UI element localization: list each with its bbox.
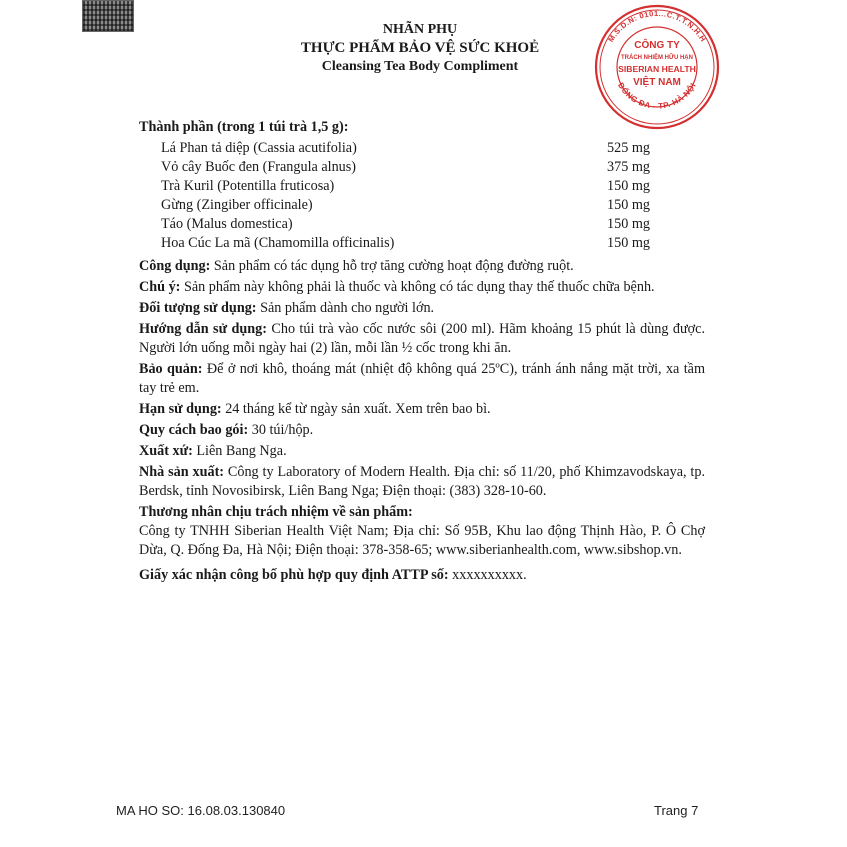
svg-text:M.S.D.N: 0101...C.T.T.N.H.H [606, 9, 708, 44]
section-label: Bảo quản: [139, 361, 203, 377]
section-label: Hướng dẫn sử dụng: [139, 321, 267, 337]
section-shelf-life [139, 400, 705, 419]
ingredients-title: Thành phần (trong 1 túi trà 1,5 g): [139, 119, 349, 135]
ingredient-name: Hoa Cúc La mã (Chamomilla officinalis) [161, 235, 395, 251]
ingredient-row [139, 215, 705, 234]
section-storage [139, 360, 705, 398]
ingredient-row [139, 234, 705, 253]
ingredient-name: Gừng (Zingiber officinale) [161, 197, 313, 213]
ingredient-amount: 375 mg [607, 159, 650, 175]
page-number: Trang 7 [654, 803, 699, 818]
section-text: xxxxxxxxxx. [448, 567, 527, 583]
section-text: Sản phẩm dành cho người lớn. [256, 300, 435, 316]
section-label: Nhà sản xuất: [139, 464, 225, 480]
stamp-top-text: M.S.D.N: 0101...C.T.T.N.H.H [606, 8, 708, 44]
ingredient-name: Trà Kuril (Potentilla fruticosa) [161, 178, 335, 194]
section-text: Cho túi trà vào cốc nước sôi (200 ml). Hãm khoảng 15 phút là dùng được. Người lớn uống mỗi ngày hai (2) lần, mỗi lần ½ cốc trong khi ăn. [139, 321, 705, 356]
ingredient-row [139, 158, 705, 177]
section-label: Công dụng: [139, 258, 211, 274]
section-text: Sản phẩm này không phải là thuốc và không có tác dụng thay thế thuốc chữa bệnh. [180, 279, 655, 295]
ingredient-name: Lá Phan tả diệp (Cassia acutifolia) [161, 140, 357, 156]
section-origin [139, 442, 705, 461]
ingredient-amount: 150 mg [607, 235, 650, 251]
section-warning [139, 278, 705, 297]
stamp-bottom-text: ĐỐNG ĐA - TP. HÀ NỘI [616, 81, 698, 111]
section-certificate [139, 566, 705, 585]
ingredient-amount: 150 mg [607, 178, 650, 194]
header-label: NHÃN PHỤ [382, 22, 458, 37]
stamp-company-line4: VIỆT NAM [633, 77, 681, 88]
company-stamp [592, 2, 722, 132]
ingredient-name: Táo (Malus domestica) [161, 216, 293, 232]
section-text: 30 túi/hộp. [248, 422, 314, 438]
section-text: 24 tháng kể từ ngày sản xuất. Xem trên bao bì. [221, 401, 491, 417]
section-label: Chú ý: [139, 279, 181, 295]
section-directions [139, 320, 705, 358]
stamp-company-line1: CÔNG TY [634, 40, 680, 51]
stamp-company-line2: TRÁCH NHIỆM HỮU HẠN [621, 55, 693, 61]
section-text: Để ở nơi khô, thoáng mát (nhiệt độ không quá 25ºC), tránh ánh nắng mặt trời, xa tầm tay trẻ em. [139, 361, 706, 396]
section-manufacturer [139, 463, 705, 501]
ingredient-name: Vỏ cây Buốc đen (Frangula alnus) [161, 159, 357, 175]
document-header [240, 22, 600, 75]
ingredient-amount: 150 mg [607, 216, 650, 232]
product-name: Cleansing Tea Body Compliment [321, 59, 519, 74]
section-label: Xuất xứ: [139, 443, 193, 459]
header-category: THỰC PHẨM BẢO VỆ SỨC KHOẺ [300, 40, 540, 56]
section-text: Sản phẩm có tác dụng hỗ trợ tăng cường hoạt động đường ruột. [210, 258, 574, 274]
section-responsible-trader [139, 503, 705, 560]
ingredient-row [139, 196, 705, 215]
file-code: MA HO SO: 16.08.03.130840 [116, 803, 286, 818]
ingredient-amount: 525 mg [607, 140, 650, 156]
section-text: Công ty Laboratory of Modern Health. Địa chỉ: số 11/20, phố Khimzavodskaya, tp. Berdsk, tỉnh Novosibirsk, Liên Bang Nga; Điện thoại: (383) 328-10-60. [139, 464, 705, 499]
section-label: Đối tượng sử dụng: [139, 300, 257, 316]
section-target-users [139, 299, 705, 318]
label-content [139, 118, 705, 587]
ingredient-amount: 150 mg [607, 197, 650, 213]
section-text: Liên Bang Nga. [192, 443, 287, 459]
stamp-company-line3: SIBERIAN HEALTH [618, 64, 696, 74]
section-usage [139, 257, 705, 276]
section-label: Thương nhân chịu trách nhiệm về sản phẩm: [139, 504, 413, 520]
section-label: Quy cách bao gói: [139, 422, 249, 438]
ingredient-row [139, 139, 705, 158]
section-label: Hạn sử dụng: [139, 401, 222, 417]
section-packaging [139, 421, 705, 440]
ingredient-row [139, 177, 705, 196]
section-label: Giấy xác nhận công bố phù hợp quy định ATTP số: [139, 567, 449, 583]
qr-code [82, 0, 134, 32]
section-text: Công ty TNHH Siberian Health Việt Nam; Địa chỉ: Số 95B, Khu lao động Thịnh Hào, P. Ô Chợ Dừa, Q. Đống Đa, Hà Nội; Điện thoại: 378-358-65; www.siberianhealth.com, www.sibshop.vn. [139, 523, 705, 558]
